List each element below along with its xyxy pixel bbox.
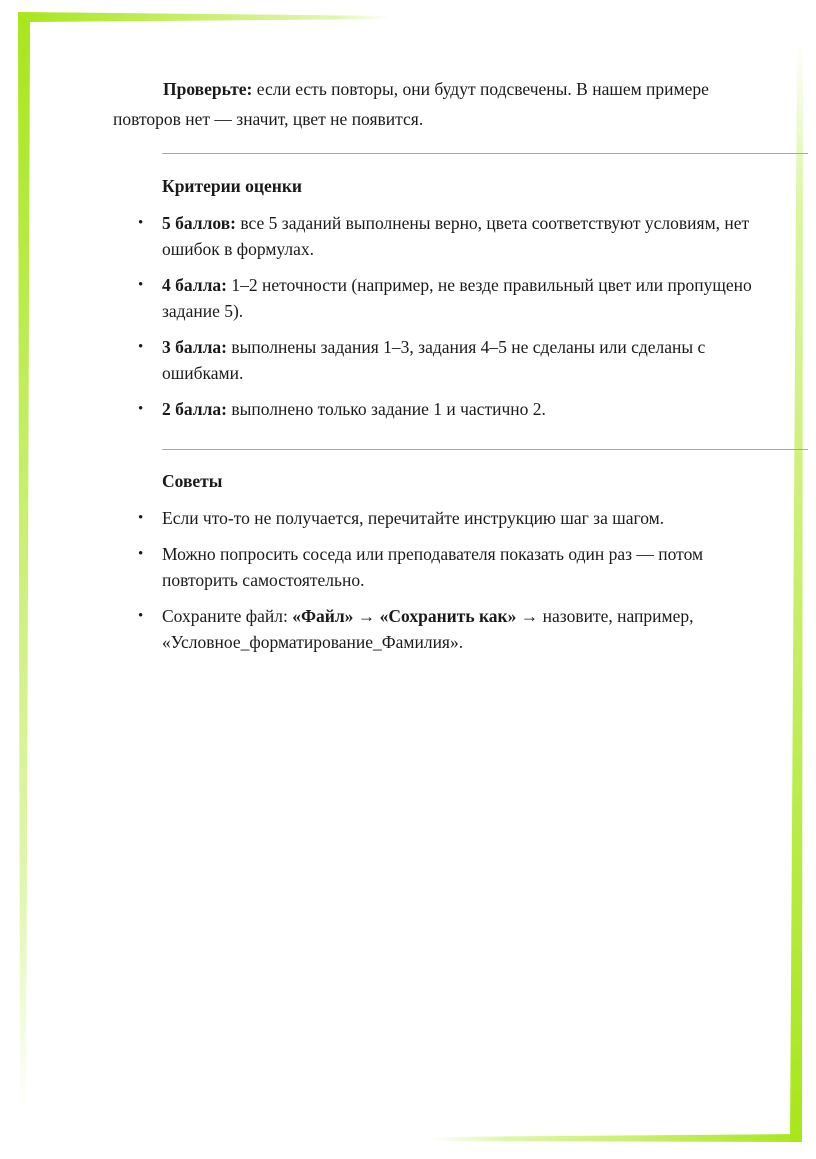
check-paragraph	[113, 74, 773, 134]
horizontal-rule	[162, 449, 808, 450]
tip-save-suffix: назовите, например, «Условное_форматирование_Фамилия».	[162, 606, 694, 652]
list-item	[162, 272, 772, 324]
criteria-label: 4 балла:	[162, 275, 227, 295]
tip-text: Можно попросить соседа или преподавателя показать один раз — потом повторить самостоятельно.	[162, 544, 704, 590]
tip-text: Если что-то не получается, перечитайте инструкцию шаг за шагом.	[162, 508, 665, 528]
criteria-text: выполнены задания 1–3, задания 4–5 не сделаны или сделаны с ошибками.	[162, 337, 706, 383]
menu-file-label: «Файл»	[292, 606, 354, 626]
tip-save-prefix: Сохраните файл:	[162, 606, 293, 626]
tips-list	[162, 505, 772, 655]
criteria-label: 3 балла:	[162, 337, 227, 357]
arrow-right-icon: →	[516, 606, 543, 626]
criteria-list	[162, 210, 772, 422]
check-text: если есть повторы, они будут подсвечены. В нашем примере повторов нет — значит, цвет не появится.	[113, 79, 709, 129]
list-item	[162, 334, 772, 386]
menu-save-as-label: «Сохранить как»	[379, 606, 517, 626]
check-lead: Проверьте:	[163, 79, 253, 99]
list-item	[162, 541, 772, 593]
list-item	[162, 603, 772, 655]
criteria-text: выполнено только задание 1 и частично 2.	[227, 399, 546, 419]
criteria-heading: Критерии оценки	[162, 176, 302, 196]
criteria-text: все 5 заданий выполнены верно, цвета соответствуют условиям, нет ошибок в формулах.	[162, 213, 750, 259]
criteria-label: 2 балла:	[162, 399, 227, 419]
criteria-label: 5 баллов:	[162, 213, 237, 233]
list-item	[162, 210, 772, 262]
criteria-text: 1–2 неточности (например, не везде правильный цвет или пропущено задание 5).	[162, 275, 752, 321]
horizontal-rule	[162, 153, 808, 154]
list-item	[162, 505, 772, 531]
list-item	[162, 396, 772, 422]
arrow-right-icon: →	[353, 606, 380, 626]
tips-heading: Советы	[162, 471, 223, 491]
